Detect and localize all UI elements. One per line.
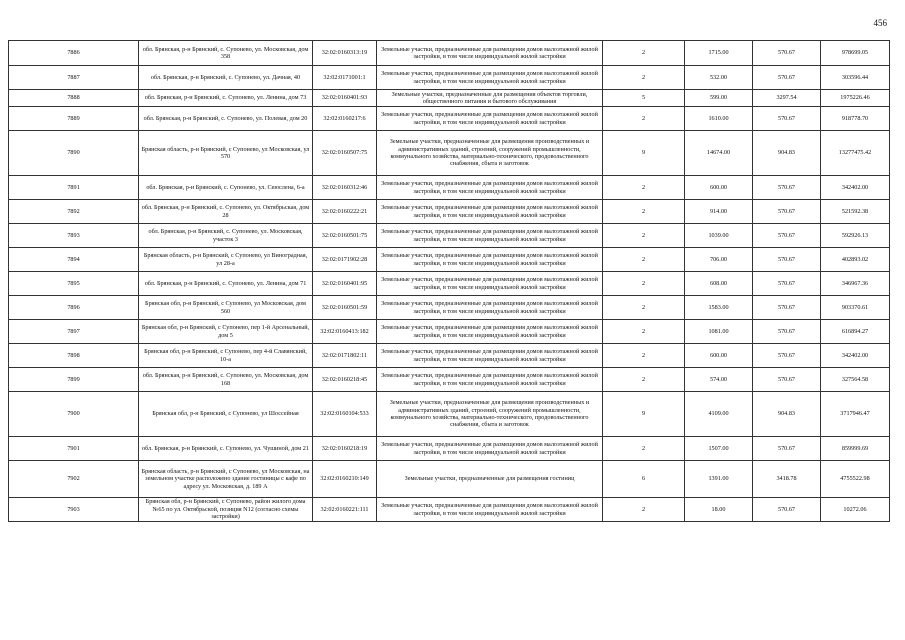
row-group: 2 xyxy=(603,320,685,344)
row-cadastral-number: 32:02:0160401:93 xyxy=(313,90,377,107)
row-id: 7889 xyxy=(9,107,139,131)
row-cadastral-number: 32:02:0171902:28 xyxy=(313,248,377,272)
row-cadastral-value: 4755522.98 xyxy=(821,461,890,498)
table-row xyxy=(9,392,890,437)
row-cadastral-number: 32:02:0160501:75 xyxy=(313,224,377,248)
row-cadastral-number: 32:02:0171001:1 xyxy=(313,66,377,90)
row-address: обл. Брянская, р-н Брянский, с. Супонево, ул. Московская, дом 358 xyxy=(139,41,313,66)
row-area: 1391.00 xyxy=(685,461,753,498)
row-area: 1039.00 xyxy=(685,224,753,248)
row-specific-value: 570.67 xyxy=(753,41,821,66)
row-specific-value: 570.67 xyxy=(753,224,821,248)
row-group: 2 xyxy=(603,41,685,66)
row-land-use: Земельные участки, предназначенные для размещения гостиниц xyxy=(377,461,603,498)
row-specific-value: 570.67 xyxy=(753,296,821,320)
row-id: 7898 xyxy=(9,344,139,368)
row-land-use: Земельные участки, предназначенные для размещения домов малоэтажной жилой застройки, в том числе индивидуальной жилой застройки xyxy=(377,320,603,344)
row-cadastral-value: 918778.70 xyxy=(821,107,890,131)
row-land-use: Земельные участки, предназначенные для размещения домов малоэтажной жилой застройки, в том числе индивидуальной жилой застройки xyxy=(377,176,603,200)
row-address: Брянская область, р-н Брянский, с Супонево, ул Виноградная, ул 28-а xyxy=(139,248,313,272)
row-specific-value: 570.67 xyxy=(753,437,821,461)
row-land-use: Земельные участки, предназначенные для размещения домов малоэтажной жилой застройки, в том числе индивидуальной жилой застройки xyxy=(377,296,603,320)
row-group: 9 xyxy=(603,392,685,437)
row-cadastral-value: 3717946.47 xyxy=(821,392,890,437)
row-land-use: Земельные участки, предназначенные для размещения объектов торговли, общественного питания и бытового обслуживания xyxy=(377,90,603,107)
row-specific-value: 570.67 xyxy=(753,176,821,200)
row-cadastral-number: 32:02:0160413:182 xyxy=(313,320,377,344)
row-group: 2 xyxy=(603,107,685,131)
page-number: 456 xyxy=(873,18,887,28)
row-address: обл. Брянская, р-н Брянский, с. Супонево, ул. Дачная, 40 xyxy=(139,66,313,90)
row-cadastral-number: 32:02:0160507:75 xyxy=(313,131,377,176)
row-cadastral-value: 616894.27 xyxy=(821,320,890,344)
row-land-use: Земельные участки, предназначенные для размещения производственных и административных зданий, строений, сооружений промышленности, коммунального хозяйства, материально-технического, продовольственного снабжения, сбыта и заготовок xyxy=(377,392,603,437)
row-area: 1507.00 xyxy=(685,437,753,461)
row-specific-value: 570.67 xyxy=(753,498,821,522)
table-row xyxy=(9,107,890,131)
row-specific-value: 570.67 xyxy=(753,248,821,272)
row-specific-value: 570.67 xyxy=(753,66,821,90)
row-cadastral-number: 32:02:0160218:19 xyxy=(313,437,377,461)
row-group: 2 xyxy=(603,176,685,200)
row-address: Брянская обл, р-н Брянский, с Супонево, ул Шоссейная xyxy=(139,392,313,437)
table-row xyxy=(9,200,890,224)
row-area: 1081.00 xyxy=(685,320,753,344)
row-cadastral-value: 10272.06 xyxy=(821,498,890,522)
row-cadastral-number: 32:02:0160222:21 xyxy=(313,200,377,224)
table-row xyxy=(9,176,890,200)
table-row xyxy=(9,90,890,107)
row-area: 599.00 xyxy=(685,90,753,107)
row-land-use: Земельные участки, предназначенные для размещения домов малоэтажной жилой застройки, в том числе индивидуальной жилой застройки xyxy=(377,66,603,90)
row-group: 6 xyxy=(603,461,685,498)
row-address: обл. Брянская, р-н Брянский, с. Супонево, ул. Чушиной, дом 21 xyxy=(139,437,313,461)
row-id: 7887 xyxy=(9,66,139,90)
table-row xyxy=(9,368,890,392)
row-cadastral-number: 32:02:0160218:45 xyxy=(313,368,377,392)
row-cadastral-value: 521592.38 xyxy=(821,200,890,224)
row-group: 2 xyxy=(603,344,685,368)
row-area: 4109.00 xyxy=(685,392,753,437)
row-area: 1610.00 xyxy=(685,107,753,131)
row-specific-value: 570.67 xyxy=(753,107,821,131)
row-land-use: Земельные участки, предназначенные для размещения домов малоэтажной жилой застройки, в том числе индивидуальной жилой застройки xyxy=(377,224,603,248)
table-row xyxy=(9,344,890,368)
row-address: обл. Брянская, р-н Брянский, с. Супонево, ул. Октябрьская, дом 28 xyxy=(139,200,313,224)
row-area: 532.00 xyxy=(685,66,753,90)
table-row xyxy=(9,272,890,296)
row-cadastral-value: 13277475.42 xyxy=(821,131,890,176)
row-id: 7901 xyxy=(9,437,139,461)
row-land-use: Земельные участки, предназначенные для размещения производственных и административных зданий, строений, сооружений промышленности, коммунального хозяйства, материально-технического, продовольственного снабжения, сбыта и заготовок xyxy=(377,131,603,176)
row-address: Брянская обл, р-н Брянский, с Супонево, пер 1-й Арсенальный, дом 5 xyxy=(139,320,313,344)
row-group: 2 xyxy=(603,498,685,522)
row-id: 7896 xyxy=(9,296,139,320)
row-id: 7891 xyxy=(9,176,139,200)
row-group: 2 xyxy=(603,437,685,461)
table-row xyxy=(9,131,890,176)
row-cadastral-value: 978699.05 xyxy=(821,41,890,66)
row-land-use: Земельные участки, предназначенные для размещения домов малоэтажной жилой застройки, в том числе индивидуальной жилой застройки xyxy=(377,368,603,392)
row-id: 7890 xyxy=(9,131,139,176)
row-group: 2 xyxy=(603,248,685,272)
row-group: 9 xyxy=(603,131,685,176)
row-specific-value: 570.67 xyxy=(753,368,821,392)
row-specific-value: 904.83 xyxy=(753,131,821,176)
row-area: 1583.00 xyxy=(685,296,753,320)
row-address: Брянская обл, р-н Брянский, с Супонево, район жилого дома №65 по ул. Октябрьской, позиция N12 (согласно схемы застройки) xyxy=(139,498,313,522)
table-row xyxy=(9,437,890,461)
row-cadastral-number: 32:02:0160217:6 xyxy=(313,107,377,131)
row-cadastral-number: 32:02:0171802:11 xyxy=(313,344,377,368)
table-row xyxy=(9,66,890,90)
row-group: 2 xyxy=(603,200,685,224)
row-area: 14674.00 xyxy=(685,131,753,176)
row-specific-value: 570.67 xyxy=(753,344,821,368)
row-id: 7895 xyxy=(9,272,139,296)
row-cadastral-value: 903370.61 xyxy=(821,296,890,320)
row-address: обл. Брянская, р-н Брянский, с. Супонево, ул. Ленина, дом 71 xyxy=(139,272,313,296)
row-cadastral-value: 342402.00 xyxy=(821,344,890,368)
row-id: 7886 xyxy=(9,41,139,66)
row-cadastral-number: 32:02:0160104:533 xyxy=(313,392,377,437)
row-address: обл. Брянская, р-н Брянский, с. Супонево, ул. Московская, участок 3 xyxy=(139,224,313,248)
row-address: Брянская область, р-н Брянский, с Супонево, ул Московская, на земельном участке расположено здание гостиницы с кафе по адресу ул. Московская, д. 189 А xyxy=(139,461,313,498)
row-land-use: Земельные участки, предназначенные для размещения домов малоэтажной жилой застройки, в том числе индивидуальной жилой застройки xyxy=(377,107,603,131)
row-specific-value: 904.83 xyxy=(753,392,821,437)
row-specific-value: 570.67 xyxy=(753,200,821,224)
row-id: 7897 xyxy=(9,320,139,344)
row-cadastral-value: 342402.00 xyxy=(821,176,890,200)
row-address: обл. Брянская, р-н Брянский, с. Супонево, ул. Сеюслена, 6-а xyxy=(139,176,313,200)
row-cadastral-value: 402893.02 xyxy=(821,248,890,272)
row-id: 7902 xyxy=(9,461,139,498)
row-cadastral-value: 1975226.46 xyxy=(821,90,890,107)
row-address: Брянская обл, р-н Брянский, с Супонево, пер 4-й Славянский, 10-а xyxy=(139,344,313,368)
row-land-use: Земельные участки, предназначенные для размещения домов малоэтажной жилой застройки, в том числе индивидуальной жилой застройки xyxy=(377,200,603,224)
row-land-use: Земельные участки, предназначенные для размещения домов малоэтажной жилой застройки, в том числе индивидуальной жилой застройки xyxy=(377,498,603,522)
row-land-use: Земельные участки, предназначенные для размещения домов малоэтажной жилой застройки, в том числе индивидуальной жилой застройки xyxy=(377,344,603,368)
row-area: 1715.00 xyxy=(685,41,753,66)
row-cadastral-number: 32:02:0160401:95 xyxy=(313,272,377,296)
row-land-use: Земельные участки, предназначенные для размещения домов малоэтажной жилой застройки, в том числе индивидуальной жилой застройки xyxy=(377,437,603,461)
row-land-use: Земельные участки, предназначенные для размещения домов малоэтажной жилой застройки, в том числе индивидуальной жилой застройки xyxy=(377,41,603,66)
table-row xyxy=(9,248,890,272)
row-cadastral-value: 592926.13 xyxy=(821,224,890,248)
row-cadastral-value: 859999.69 xyxy=(821,437,890,461)
row-group: 2 xyxy=(603,66,685,90)
row-group: 2 xyxy=(603,224,685,248)
row-id: 7899 xyxy=(9,368,139,392)
row-cadastral-number: 32:02:0160221:111 xyxy=(313,498,377,522)
row-specific-value: 570.67 xyxy=(753,320,821,344)
row-address: обл. Брянская, р-н Брянский, с. Супонево, ул. Полевая, дом 20 xyxy=(139,107,313,131)
row-cadastral-number: 32:02:0160313:19 xyxy=(313,41,377,66)
row-area: 600.00 xyxy=(685,176,753,200)
row-group: 5 xyxy=(603,90,685,107)
row-address: Брянская обл, р-н Брянский, с Супонево, ул Московская, дом 560 xyxy=(139,296,313,320)
row-cadastral-number: 32:02:0160210:149 xyxy=(313,461,377,498)
row-group: 2 xyxy=(603,296,685,320)
row-group: 2 xyxy=(603,368,685,392)
row-address: обл. Брянская, р-н Брянский, с. Супонево, ул. Московская, дом 168 xyxy=(139,368,313,392)
table-row xyxy=(9,498,890,522)
row-address: Брянская область, р-н Брянский, с Супонево, ул Московская, ул 570 xyxy=(139,131,313,176)
row-cadastral-value: 346967.36 xyxy=(821,272,890,296)
cadastral-value-table xyxy=(8,40,890,522)
row-specific-value: 570.67 xyxy=(753,272,821,296)
row-specific-value: 3418.78 xyxy=(753,461,821,498)
row-id: 7892 xyxy=(9,200,139,224)
row-area: 608.00 xyxy=(685,272,753,296)
row-id: 7893 xyxy=(9,224,139,248)
table-row xyxy=(9,224,890,248)
row-area: 600.00 xyxy=(685,344,753,368)
row-area: 574.00 xyxy=(685,368,753,392)
row-group: 2 xyxy=(603,272,685,296)
row-area: 706.00 xyxy=(685,248,753,272)
table-row xyxy=(9,41,890,66)
row-id: 7900 xyxy=(9,392,139,437)
row-area: 18.00 xyxy=(685,498,753,522)
row-cadastral-value: 303596.44 xyxy=(821,66,890,90)
row-cadastral-number: 32:02:0160501:59 xyxy=(313,296,377,320)
row-id: 7894 xyxy=(9,248,139,272)
table-row xyxy=(9,296,890,320)
row-address: обл. Брянская, р-н Брянский, с. Супонево, ул. Ленина, дом 73 xyxy=(139,90,313,107)
table-row xyxy=(9,320,890,344)
row-cadastral-number: 32:02:0160312:46 xyxy=(313,176,377,200)
row-land-use: Земельные участки, предназначенные для размещения домов малоэтажной жилой застройки, в том числе индивидуальной жилой застройки xyxy=(377,272,603,296)
row-land-use: Земельные участки, предназначенные для размещения домов малоэтажной жилой застройки, в том числе индивидуальной жилой застройки xyxy=(377,248,603,272)
row-id: 7903 xyxy=(9,498,139,522)
row-id: 7888 xyxy=(9,90,139,107)
row-area: 914.00 xyxy=(685,200,753,224)
row-cadastral-value: 327564.58 xyxy=(821,368,890,392)
table-row xyxy=(9,461,890,498)
row-specific-value: 3297.54 xyxy=(753,90,821,107)
